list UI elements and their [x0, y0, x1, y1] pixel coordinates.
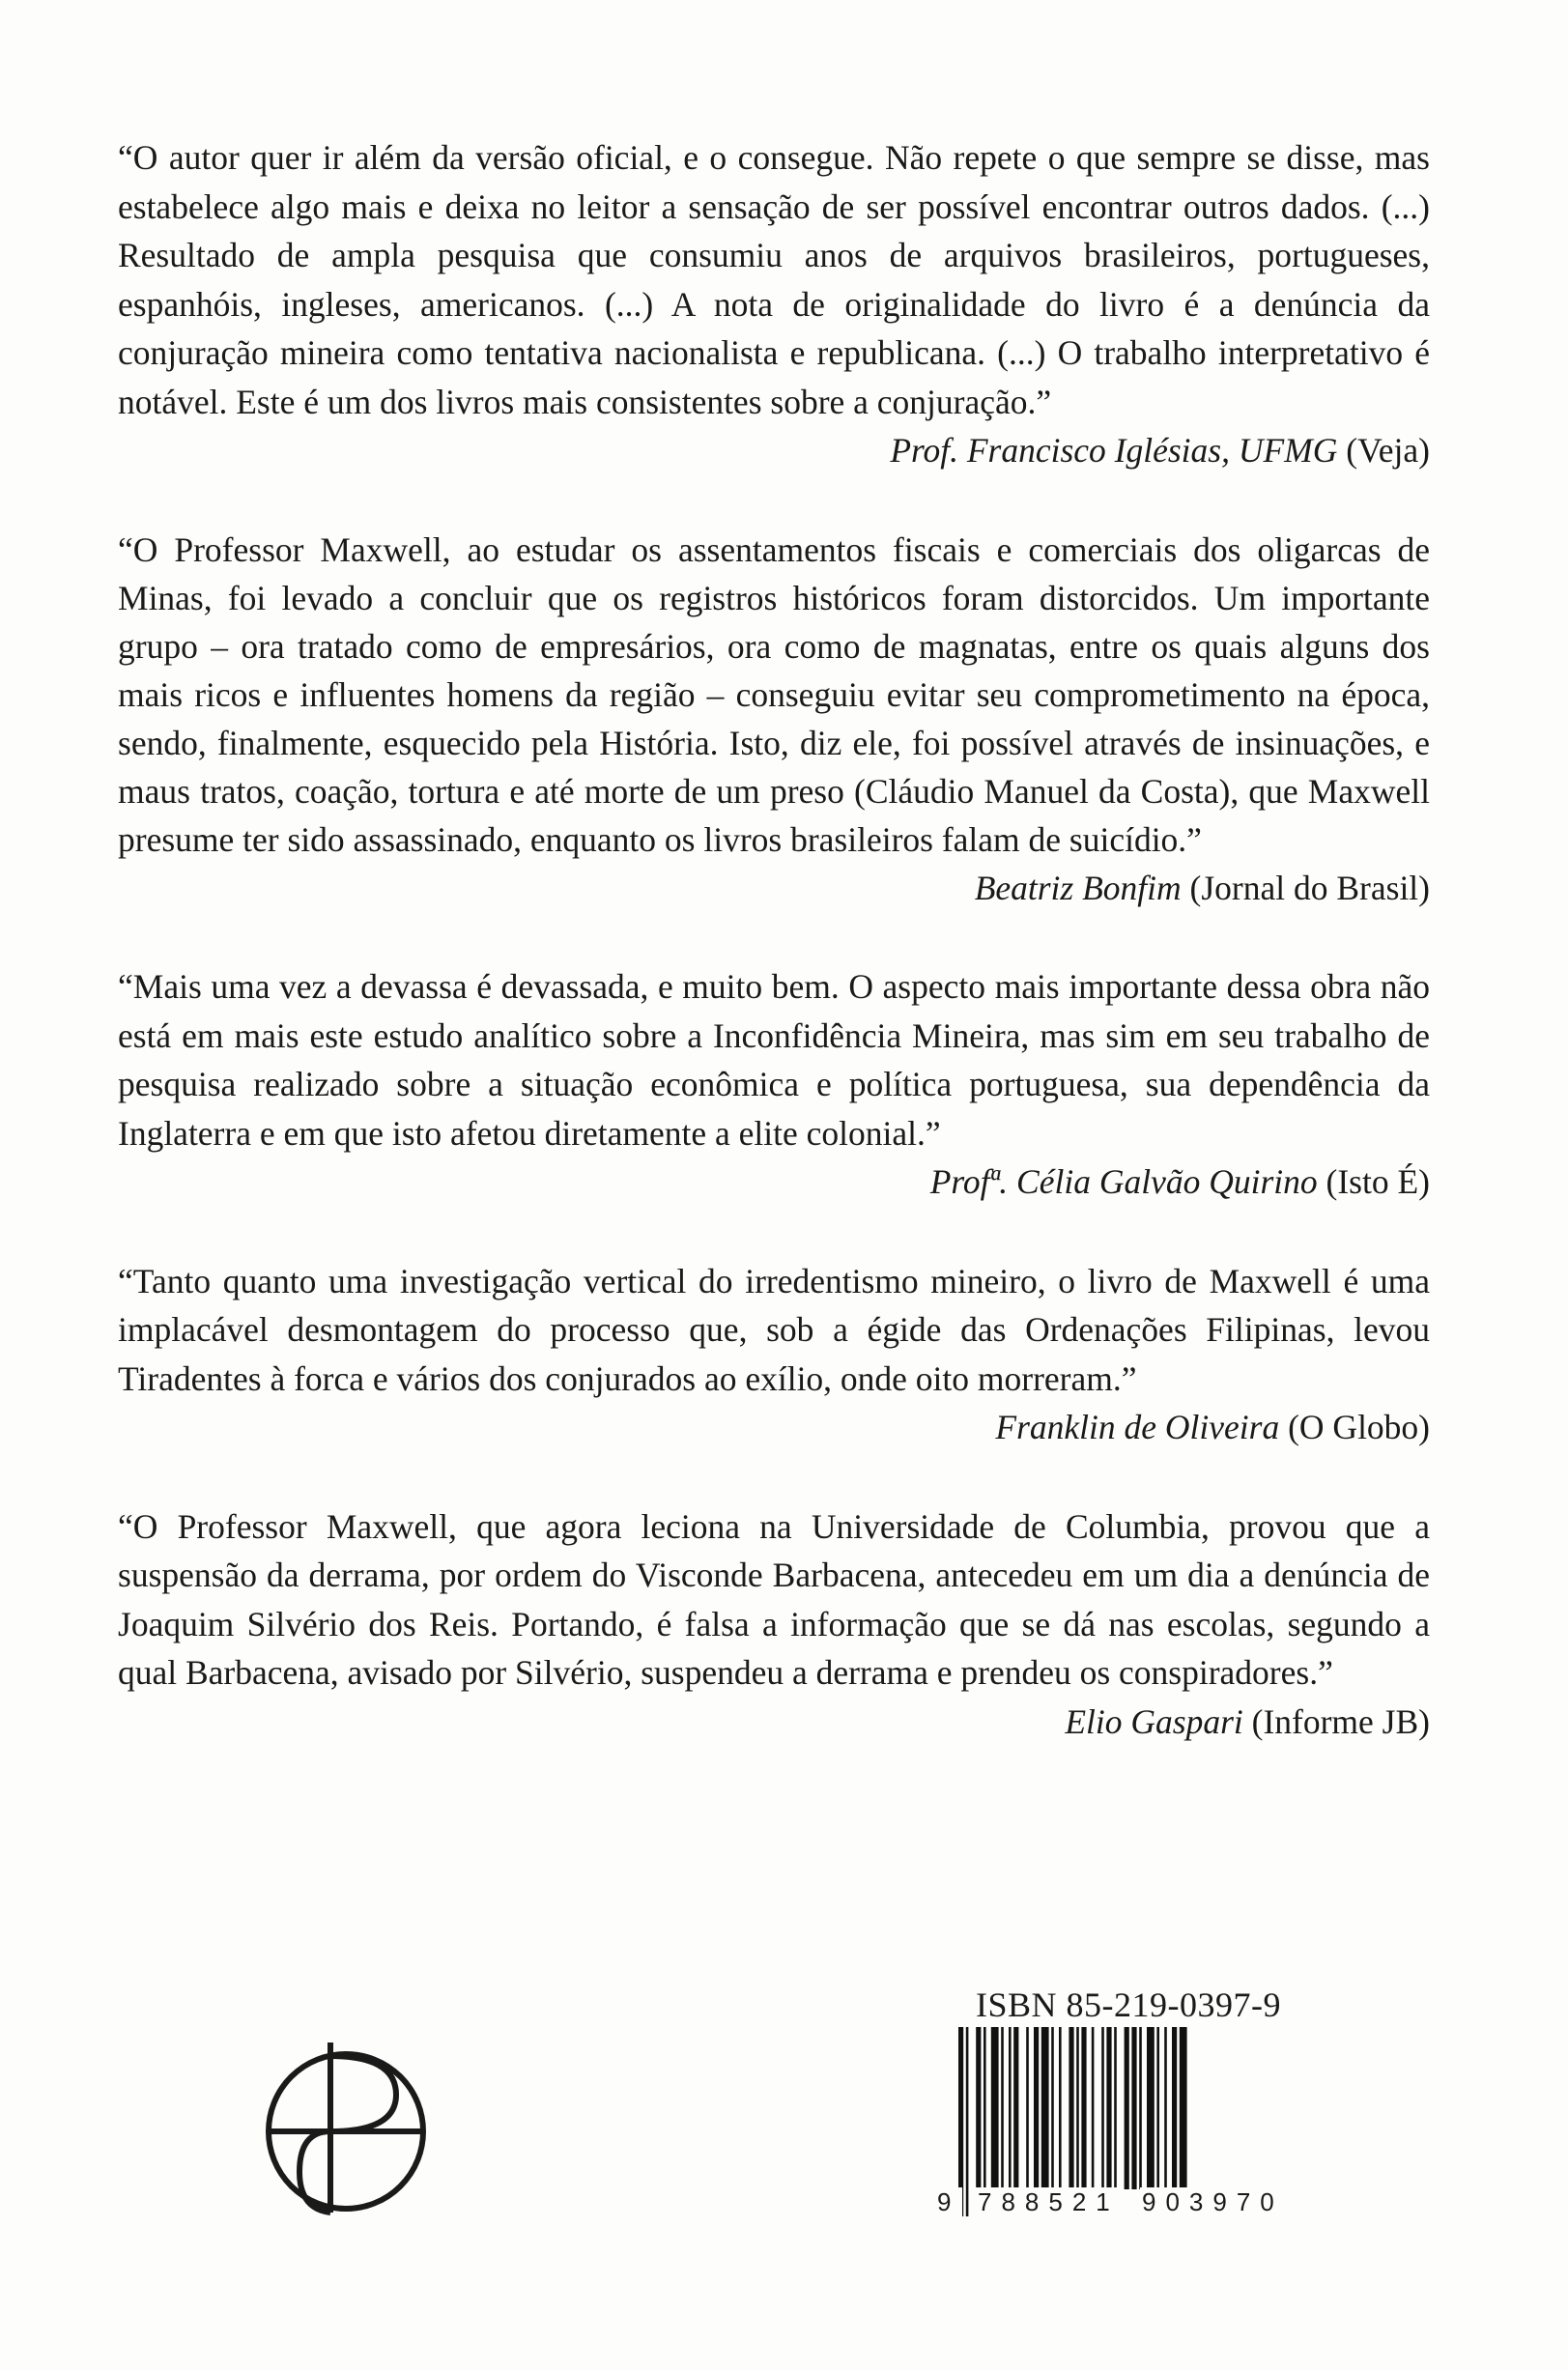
- quote-author: Elio Gaspari: [1065, 1701, 1243, 1741]
- barcode-bar: [984, 2027, 986, 2189]
- quote-source: (O Globo): [1288, 1408, 1430, 1446]
- review-quote: [118, 1257, 1430, 1452]
- review-quote: [118, 1502, 1430, 1747]
- quote-author: Beatriz Bonfim: [974, 868, 1182, 907]
- barcode-bar: [1106, 2027, 1111, 2189]
- barcode-bar: [1081, 2027, 1086, 2189]
- quote-text: “O Professor Maxwell, que agora leciona na Universidade de Columbia, provou que a suspensão da derrama, por ordem do Visconde Barbacena, antecedeu em um dia a denúncia de Joaquim Silvério dos Reis. Portando, é falsa a informação que se dá nas escolas, segundo a qual Barbacena, avisado por Silvério, suspendeu a derrama e prendeu os conspiradores.”: [118, 1506, 1430, 1692]
- barcode-left-digits: 788521: [978, 2187, 1120, 2216]
- barcode-right-digits: 903970: [1142, 2187, 1284, 2216]
- barcode-bar: [1041, 2027, 1049, 2189]
- quote-author: Prof. Francisco Iglésias, UFMG: [890, 431, 1338, 470]
- review-quotes: [118, 133, 1430, 1796]
- barcode-bar: [1172, 2027, 1177, 2189]
- barcode-bar: [1114, 2027, 1117, 2189]
- quote-author: Franklin de Oliveira: [995, 1408, 1280, 1446]
- quote-source: (Informe JB): [1251, 1701, 1430, 1741]
- barcode-bar: [1051, 2027, 1054, 2189]
- quote-text: “O autor quer ir além da versão oficial, e o consegue. Não repete o que sempre se disse, mas estabelece algo mais e deixa no leitor a sensação de ser possível encontrar outros dados. (...) Resultado de ampla pesquisa que consumiu anos de arquivos brasileiros, portugueses, espanhóis, ingleses, americanos. (...) A nota de originalidade do livro é a denúncia da conjuração mineira como tentativa nacionalista e republicana. (...) O trabalho interpretativo é notável. Este é um dos livros mais consistentes sobre a conjuração.”: [118, 138, 1430, 421]
- quote-source: (Jornal do Brasil): [1189, 868, 1430, 907]
- quote-attribution: [118, 1403, 1430, 1452]
- barcode-bar: [1059, 2027, 1062, 2189]
- barcode-bar: [1125, 2027, 1129, 2189]
- barcode-bar: [1009, 2027, 1012, 2189]
- barcode-lead-digit: 9: [937, 2187, 961, 2216]
- quote-attribution: [118, 1157, 1430, 1207]
- barcode-bar: [1092, 2027, 1095, 2189]
- review-quote: [118, 133, 1430, 475]
- quote-source: (Veja): [1346, 431, 1430, 470]
- publisher-logo-icon: [261, 2037, 431, 2218]
- barcode-bar: [976, 2027, 981, 2189]
- quote-author: Profª. Célia Galvão Quirino: [929, 1162, 1318, 1201]
- isbn-label: ISBN 85-219-0397-9: [976, 1985, 1281, 2024]
- review-quote: [118, 526, 1430, 913]
- barcode-bar: [1131, 2027, 1136, 2189]
- barcode-digits: [937, 2182, 1304, 2220]
- quote-attribution: [118, 1698, 1430, 1747]
- quote-text: “Mais uma vez a devassa é devassada, e muito bem. O aspecto mais importante dessa obra não está em mais este estudo analítico sobre a Inconfidência Mineira, mas sim em seu trabalho de pesquisa realizado sobre a situação econômica e política portuguesa, sua dependência da Inglaterra e em que isto afetou diretamente a elite colonial.”: [118, 967, 1430, 1153]
- quote-text: “Tanto quanto uma investigação vertical do irredentismo mineiro, o livro de Maxwell é uma implacável desmontagem do processo que, sob a égide das Ordenações Filipinas, levou Tiradentes à forca e vários dos conjurados ao exílio, onde oito morreram.”: [118, 1261, 1430, 1398]
- quote-text: “O Professor Maxwell, ao estudar os assentamentos fiscais e comerciais dos oligarcas de Minas, foi levado a concluir que os registros históricos foram distorcidos. Um importante grupo – ora tratado como de empresários, ora como de magnatas, entre os quais alguns dos mais ricos e influentes homens da região – conseguiu evitar seu comprometimento na época, sendo, finalmente, esquecido pela História. Isto, diz ele, foi possível através de insinuações, e maus tratos, coação, tortura e até morte de um preso (Cláudio Manuel da Costa), que Maxwell presume ter sido assassinado, enquanto os livros brasileiros falam de suicídio.”: [118, 529, 1430, 859]
- barcode-bar: [1026, 2027, 1029, 2189]
- barcode-bar: [1013, 2027, 1018, 2189]
- barcode-bar: [1034, 2027, 1039, 2189]
- quote-source: (Isto É): [1326, 1162, 1430, 1201]
- quote-attribution: [118, 864, 1430, 913]
- barcode-bar: [1147, 2027, 1155, 2189]
- barcode-bar: [991, 2027, 999, 2189]
- barcode-bar: [1164, 2027, 1167, 2189]
- barcode-bar: [1001, 2027, 1004, 2189]
- quote-attribution: [118, 426, 1430, 475]
- barcode-bar: [1139, 2027, 1142, 2189]
- barcode-bar: [1156, 2027, 1159, 2189]
- barcode-bar: [1101, 2027, 1104, 2189]
- review-quote: [118, 962, 1430, 1207]
- barcode-bar: [1069, 2027, 1073, 2189]
